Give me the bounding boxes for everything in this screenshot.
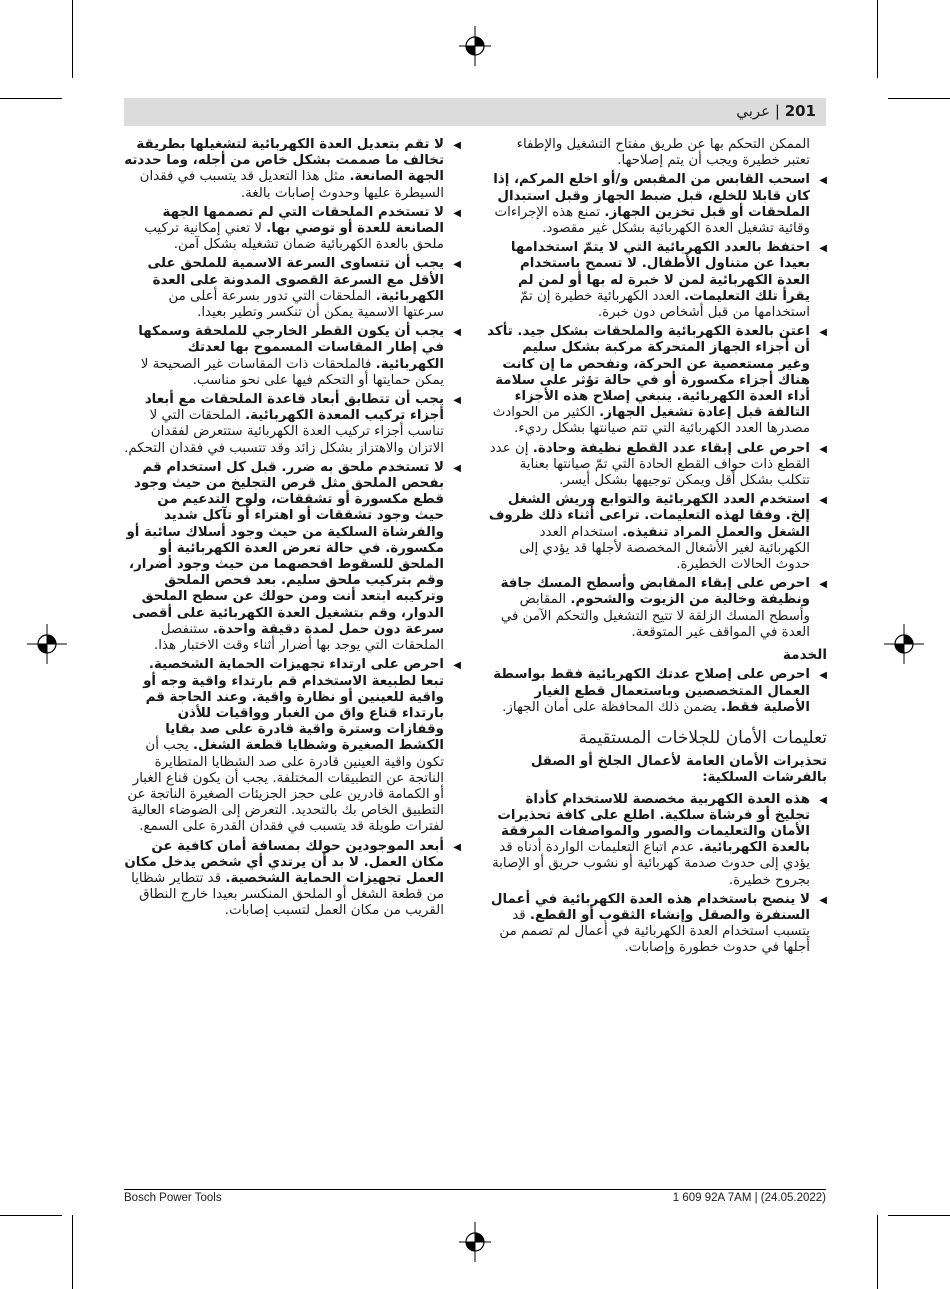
list-item: ◀ استخدم العدد الكهربائية والتوابع وريش الشغل إلخ. وفقا لهذه التعليمات. تراعى أثناء ذلك ظروف الشغل والعمل المراد تنفيذه. استخدام العدد الكهربائية لغير الأشغال المخصصة لأجلها قد يؤدي إلى حدوث الحالات الخطيرة. bbox=[487, 492, 827, 573]
list-item: ◀ لا ينصح باستخدام هذه العدة الكهربائية في أعمال السنفرة والصقل وإنشاء الثقوب أو القطع. قد يتسبب استخدام العدة الكهربائية في أعمال لم تصمم من أجلها في حدوث خطورة وإصابات. bbox=[487, 892, 827, 957]
list-item: ◀ يجب أن تتساوى السرعة الاسمية للملحق على الأقل مع السرعة القصوى المدونة على العدة الكهربائية. الملحقات التي تدور بسرعة أعلى من سرعتها الاسمية يمكن أن تنكسر وتطير بعيدا. bbox=[124, 256, 461, 321]
service-heading: الخدمة bbox=[782, 647, 827, 664]
list-item: ◀ اعتن بالعدة الكهربائية والملحقات بشكل جيد. تأكد أن أجزاء الجهاز المتحركة مركبة بشكل سليم وغير مستعصية عن الحركة، وتفحص ما إن كانت هناك أجزاء مكسورة أو في حالة تؤثر على سلامة أداء العدة الكهربائية. ينبغي إصلاح هذه الأجزاء التالفة قبل إعادة تشغيل الجهاز. الكثير من الحوادث مصدرها العدد الكهربائية التي تتم صيانتها بشكل رديء. bbox=[487, 324, 827, 437]
footer-rule bbox=[124, 1189, 826, 1190]
list-item: ◀ هذه العدة الكهربية مخصصة للاستخدام كأداة تجليخ أو فرشاة سلكية. اطلع على كافة تحذيرات الأمان والتعليمات والصور والمواصفات المرفقة بالعدة الكهربائية. عدم اتباع التعليمات الواردة أدناه قد يؤدي إلى حدوث صدمة كهربائية أو نشوب حريق أو الإصابة بجروح خطيرة. bbox=[487, 792, 827, 889]
crop-mark bbox=[72, 1215, 73, 1289]
list-item: ◀ احرص على إبقاء عدد القطع نظيفة وحادة. إن عدد القطع ذات حواف القطع الحادة التي تمّ صيانتها بعناية تتكلب بشكل أقل ويمكن توجيهها بشكل أيسر. bbox=[487, 441, 827, 490]
language-label: عربي bbox=[736, 102, 771, 120]
registration-mark-icon bbox=[884, 624, 924, 664]
crop-mark bbox=[72, 0, 73, 78]
sub-heading: تحذيرات الأمان العامة لأعمال الجلخ أو الصقل بالفرشات السلكية: bbox=[530, 754, 827, 786]
crop-mark bbox=[877, 0, 878, 78]
page-header: 201 | عربي bbox=[736, 102, 816, 120]
list-item: ◀ يجب أن يكون القطر الخارجي للملحقة وسمكها في إطار المقاسات المسموح بها لعدتك الكهربائية. فالملحقات ذات المقاسات غير الصحيحة لا يمكن حمايتها أو التحكم فيها على نحو مناسب. bbox=[124, 324, 461, 389]
registration-mark-icon bbox=[455, 26, 495, 66]
list-item: الممكن التحكم بها عن طريق مفتاح التشغيل والإطفاء تعتبر خطيرة ويجب أن يتم إصلاحها. bbox=[516, 137, 810, 169]
list-item: ◀ احرص على إصلاح عدتك الكهربائية فقط بواسطة العمال المتخصصين وباستعمال قطع الغيار الأصلية فقط. يضمن ذلك المحافظة على أمان الجهاز. bbox=[487, 667, 827, 716]
crop-mark bbox=[877, 1215, 878, 1289]
crop-mark bbox=[0, 98, 62, 99]
list-item: ◀ لا تستخدم ملحق به ضرر. قبل كل استخدام قم بفحص الملحق مثل قرص التجليخ من حيث وجود قطع مكسورة أو تشققات، ولوح التدعيم من حيث وجود تشققات أو اهتراء أو تآكل شديد والفرشاة السلكية من حيث وجود أسلاك سائبة أو مكسورة. في حالة تعرض العدة الكهربائية أو الملحق للسقوط افحصهما من حيث وجود أضرار، وقم بتركيب ملحق سليم. بعد فحص الملحق وتركيبه ابتعد أنت ومن حولك عن سطح الملحق الدوار، وقم بتشغيل العدة الكهربائية على أقصى سرعة دون حمل لمدة دقيقة واحدة. ستنفصل الملحقات التي يوجد بها أضرار أثناء وقت الاختبار هذا. bbox=[124, 460, 461, 654]
page-number: 201 bbox=[784, 102, 816, 120]
list-item: ◀ لا تقم بتعديل العدة الكهربائية لتشغيلها بطريقة تخالف ما صممت بشكل خاص من أجله، وما حددته الجهة الصانعة. مثل هذا التعديل قد يتسبب في فقدان السيطرة عليها وحدوث إصابات بالغة. bbox=[124, 137, 461, 202]
list-item: ◀ احتفظ بالعدد الكهربائية التي لا يتمّ استخدامها بعيدا عن متناول الأطفال. لا تسمح باستخدام العدة الكهربائية لمن لا خبرة له بها أو لمن لم يقرأ تلك التعليمات. العدد الكهربائية خطيرة إن تمّ استخدامها من قبل أشخاص دون خبرة. bbox=[487, 240, 827, 321]
registration-mark-icon bbox=[27, 624, 67, 664]
left-column bbox=[124, 137, 461, 923]
right-column bbox=[487, 137, 827, 960]
crop-mark bbox=[0, 1215, 62, 1216]
crop-mark bbox=[888, 1215, 950, 1216]
list-item: ◀ اسحب القابس من المقبس و/أو اخلع المركم، إذا كان قابلا للخلع، قبل ضبط الجهاز وقبل استبدال الملحقات أو قبل تخزين الجهاز. تمنع هذه الإجراءات وقائية تشغيل العدة الكهربائية بشكل غير مقصود. bbox=[487, 172, 827, 237]
crop-mark bbox=[888, 98, 950, 99]
list-item: ◀ أبعد الموجودين حولك بمسافة أمان كافية عن مكان العمل. لا بد أن يرتدي أي شخص يدخل مكان العمل تجهيزات الحماية الشخصية. قد تتطاير شظايا من قطعة الشغل أو الملحق المنكسر بعيدا خارج النطاق القريب من مكان العمل لتسبب إصابات. bbox=[124, 839, 461, 920]
list-item: ◀ يجب أن تتطابق أبعاد قاعدة الملحقات مع أبعاد أجزاء تركيب المعدة الكهربائية. الملحقات التي لا تناسب أجزاء تركيب العدة الكهربائية ستتعرض لفقدان الاتزان والاهتزاز بشكل زائد وقد تتسبب في فقدان التحكم. bbox=[124, 392, 461, 457]
registration-mark-icon bbox=[455, 1222, 495, 1262]
footer-doc-number: 1 609 92A 7AM | (24.05.2022) bbox=[672, 1192, 826, 1204]
list-item: ◀ لا تستخدم الملحقات التي لم تصممها الجهة الصانعة للعدة أو توصي بها. لا تعني إمكانية تركيب ملحق بالعدة الكهربائية ضمان تشغيله بشكل آمن. bbox=[124, 205, 461, 254]
list-item: ◀ احرص على ارتداء تجهيزات الحماية الشخصية. تبعا لطبيعة الاستخدام قم بارتداء واقية وجه أو واقية للعينين أو نظارة واقية. وعند الحاجة قم بارتداء قناع واق من الغبار وواقيات للأذن وقفازات وسترة واقية قادرة على صد بقايا الكشط الصغيرة وشظايا قطعة الشغل. يجب أن تكون واقية العينين قادرة على صد الشظايا المتطايرة الناتجة عن التطبيقات المختلفة. يجب أن يكون قناع الغبار أو الكمامة قادرين على حجز الجزيئات الصغيرة الناتجة عن التطبيق الخاص بك بالتحديد. التعرض إلى الضوضاء العالية لفترات طويلة قد يتسبب في فقدان القدرة على السمع. bbox=[124, 657, 461, 835]
header-band bbox=[124, 98, 826, 126]
footer-brand: Bosch Power Tools bbox=[124, 1192, 222, 1204]
list-item: ◀ احرص على إبقاء المقابض وأسطح المسك جافة ونظيفة وخالية من الزيوت والشحوم. المقابض وأسطح المسك الزلقة لا تتيح التشغيل والتحكم الآمن في العدة في المواقف غير المتوقعة. bbox=[487, 576, 827, 641]
section-title: تعليمات الأمان للجلاخات المستقيمة bbox=[578, 727, 827, 748]
